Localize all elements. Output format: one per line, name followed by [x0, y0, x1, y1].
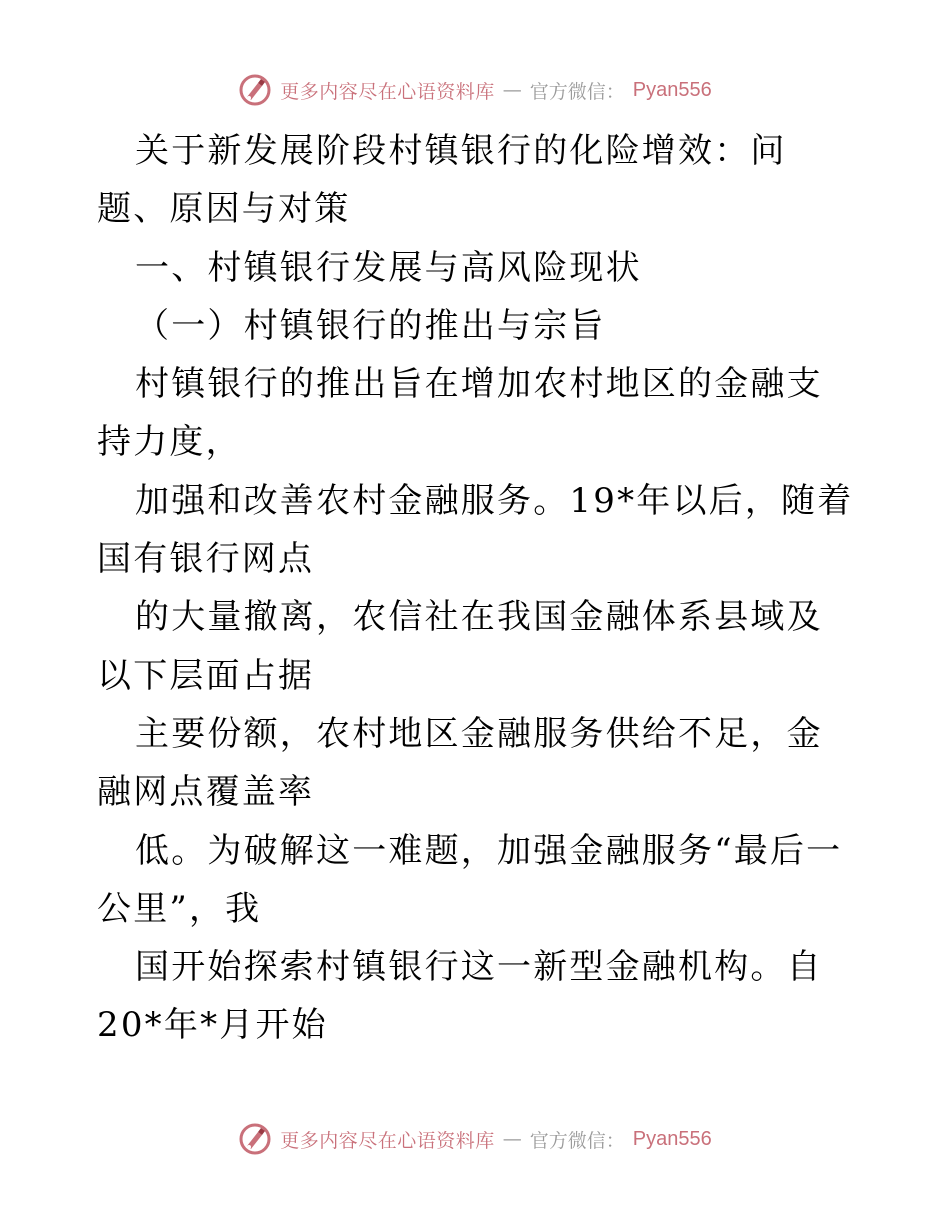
library-logo-icon: [238, 73, 272, 107]
watermark-separator: —: [502, 79, 522, 101]
body-paragraph: 加强和改善农村金融服务。19*年以后，随着国有银行网点: [97, 480, 854, 580]
watermark-brand-text: 更多内容尽在心语资料库: [280, 1129, 495, 1152]
body-paragraph: 低。为破解这一难题，加强金融服务“最后一公里”，我: [97, 830, 843, 929]
subsection-heading: （一）村镇银行的推出与宗旨: [135, 305, 606, 346]
document-title: 关于新发展阶段村镇银行的化险增效：问题、原因与对策: [97, 131, 787, 230]
body-paragraph: 主要份额，农村地区金融服务供给不足，金融网点覆盖率: [97, 713, 823, 813]
header-watermark: [0, 70, 950, 110]
body-paragraph: 的大量撤离，农信社在我国金融体系县域及以下层面占据: [97, 597, 823, 696]
document-body: [97, 122, 857, 1055]
watermark-separator: —: [502, 1128, 522, 1150]
watermark-contact-label: 官方微信：: [529, 1129, 625, 1152]
body-paragraph: 村镇银行的推出旨在增加农村地区的金融支持力度，: [97, 364, 823, 463]
watermark-contact-id: Pyan556: [632, 1127, 712, 1150]
library-logo-icon: [238, 1122, 272, 1156]
watermark-contact-label: 官方微信：: [529, 80, 625, 103]
watermark-contact-id: Pyan556: [632, 78, 712, 101]
watermark-brand-text: 更多内容尽在心语资料库: [280, 80, 495, 103]
section-heading: 一、村镇银行发展与高风险现状: [135, 247, 642, 288]
footer-watermark: [0, 1119, 950, 1159]
body-paragraph: 国开始探索村镇银行这一新型金融机构。自 20*年*月开始: [97, 947, 823, 1046]
